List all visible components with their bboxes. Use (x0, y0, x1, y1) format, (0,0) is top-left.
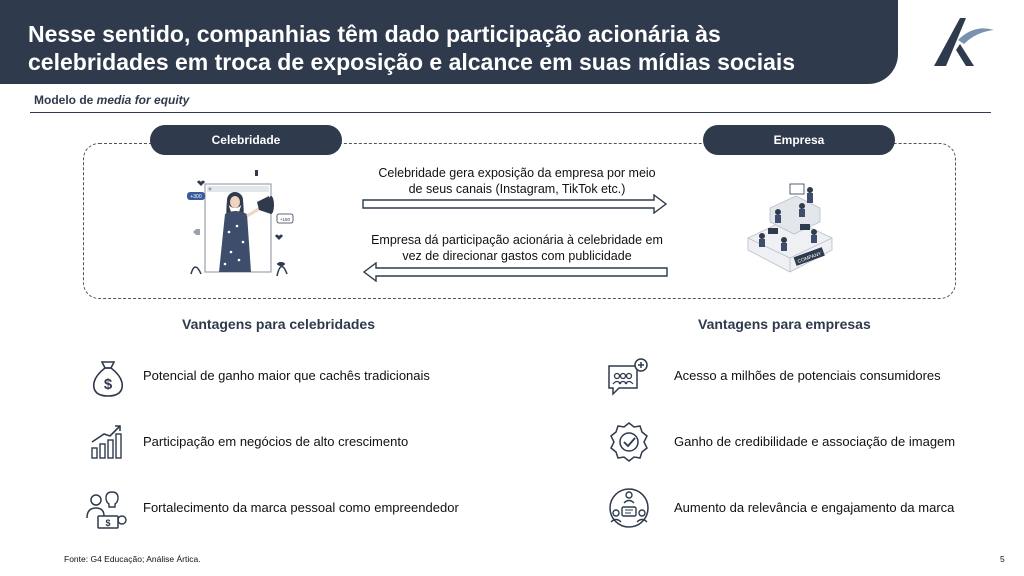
title-bar (0, 0, 898, 84)
artica-logo-icon (930, 14, 996, 70)
growth-chart-icon (86, 420, 130, 464)
svg-text:+150: +150 (279, 217, 291, 222)
company-advantage-3: Aumento da relevância e engajamento da marca (674, 500, 955, 515)
celebrity-advantage-2: Participação em negócios de alto crescimento (143, 434, 409, 449)
company-advantages-heading: Vantagens para empresas (698, 316, 871, 332)
company-office-illustration-icon (740, 178, 840, 276)
badge-check-icon (607, 420, 651, 464)
page-number: 5 (1000, 554, 1005, 564)
svg-text:$: $ (105, 518, 111, 528)
entrepreneur-icon (84, 488, 128, 532)
celebrity-advantage-3: Fortalecimento da marca pessoal como empreendedor (143, 500, 459, 515)
svg-text:$: $ (103, 376, 113, 393)
section-label: Modelo de media for equity (34, 93, 190, 107)
company-advantage-1: Acesso a milhões de potenciais consumidores (674, 368, 941, 383)
engagement-network-icon (607, 486, 651, 530)
divider (30, 112, 991, 113)
page-title (28, 20, 888, 76)
celebrity-pill: Celebridade (150, 125, 342, 155)
audience-chat-icon (605, 356, 649, 400)
company-advantage-2: Ganho de credibilidade e associação de imagem (674, 434, 956, 449)
celebrity-advantages-heading: Vantagens para celebridades (182, 316, 375, 332)
company-pill: Empresa (703, 125, 895, 155)
arrow-right-icon (362, 194, 668, 214)
celebrity-advantage-1: Potencial de ganho maior que cachês tradicionais (143, 368, 430, 383)
money-bag-icon (86, 356, 130, 400)
title-line-2: celebridades em troca de exposição e alcance em suas mídias sociais (28, 49, 796, 75)
arrow-left-icon (362, 262, 668, 282)
equity-text: Empresa dá participação acionária à celebridade em vez de direcionar gastos com publicidade (371, 233, 663, 263)
exposure-text: Celebridade gera exposição da empresa por meio de seus canais (Instagram, TikTok etc.) (378, 166, 656, 196)
influencer-illustration-icon (185, 162, 295, 280)
title-line-1: Nesse sentido, companhias têm dado participação acionária às (28, 21, 721, 47)
source-note: Fonte: G4 Educação; Análise Ártica. (64, 554, 201, 564)
company-sign: COMPANY (796, 250, 823, 265)
svg-text:+300: +300 (190, 194, 202, 200)
